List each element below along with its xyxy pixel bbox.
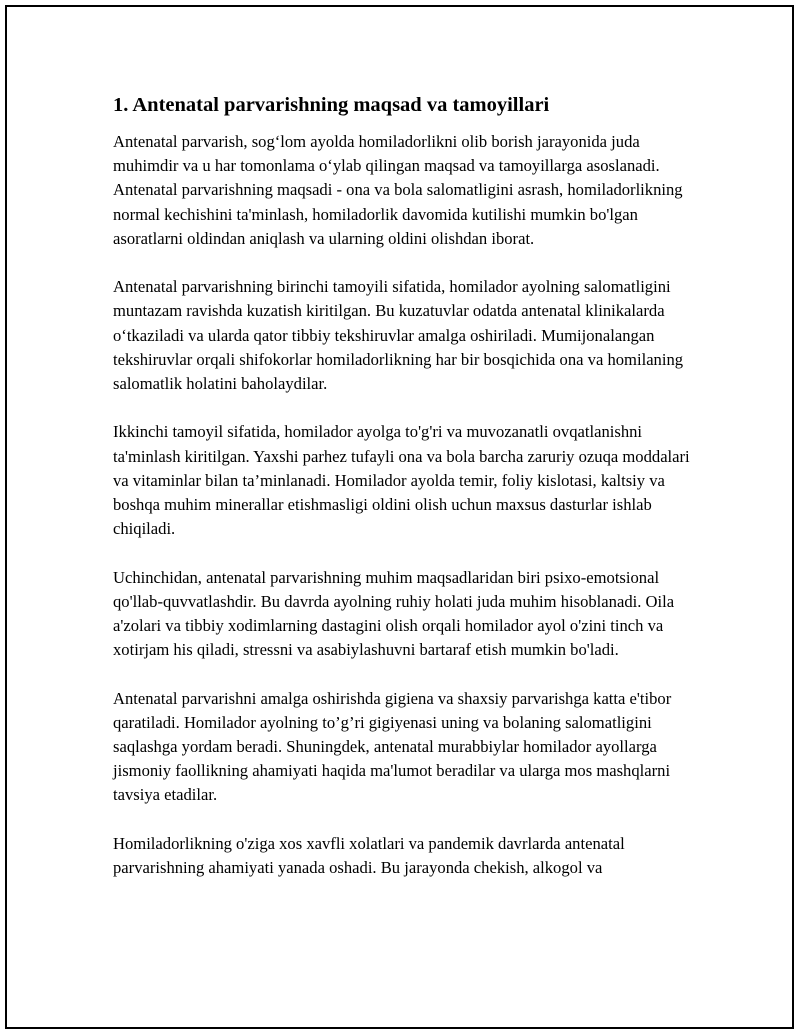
section-heading: 1. Antenatal parvarishning maqsad va tamoyillari bbox=[113, 94, 550, 116]
document-body bbox=[113, 92, 693, 904]
paragraph-5: Antenatal parvarishni amalga oshirishda gigiena va shaxsiy parvarishga katta e'tibor qaratiladi. Homilador ayolning to’g’ri gigiyenasi uning va bolaning salomatligini saqlashga yordam beradi. Shuningdek, antenatal murabbiylar homilador ayollarga jismoniy faollikning ahamiyati haqida ma'lumot beradilar va ularga mos mashqlarni tavsiya etadilar. bbox=[113, 688, 672, 805]
paragraph-3: Ikkinchi tamoyil sifatida, homilador ayolga to'g'ri va muvozanatli ovqatlanishni ta'minlash kiritilgan. Yaxshi parhez tufayli ona va bola barcha zaruriy ozuqa moddalari va vitaminlar bilan ta’minlanadi. Homilador ayolda temir, foliy kislotasi, kaltsiy va boshqa muhim minerallar etishmasligi oldini olish uchun maxsus dasturlar ishlab chiqiladi. bbox=[113, 422, 690, 539]
paragraph-6: Homiladorlikning o'ziga xos xavfli xolatlari va pandemik davrlarda antenatal parvarishning ahamiyati yanada oshadi. Bu jarayonda chekish, alkogol va bbox=[113, 833, 625, 878]
paragraph-2: Antenatal parvarishning birinchi tamoyili sifatida, homilador ayolning salomatligini muntazam ravishda kuzatish kiritilgan. Bu kuzatuvlar odatda antenatal klinikalarda o‘tkaziladi va ularda qator tibbiy tekshiruvlar amalga oshiriladi. Mumijonalangan tekshiruvlar orqali shifokorlar homiladorlikning har bir bosqichida ona va homilaning salomatlik holatini baholaydilar. bbox=[113, 277, 684, 394]
paragraph-1: Antenatal parvarish, sog‘lom ayolda homiladorlikni olib borish jarayonida juda muhimdir va u har tomonlama o‘ylab qilingan maqsad va tamoyillarga asoslanadi. Antenatal parvarishning maqsadi - ona va bola salomatligini asrash, homiladorlikning normal kechishini ta'minlash, homiladorlik davomida kutilishi mumkin bo'lgan asoratlarni oldindan aniqlash va ularning oldini olishdan iborat. bbox=[113, 132, 683, 248]
paragraph-4: Uchinchidan, antenatal parvarishning muhim maqsadlaridan biri psixo-emotsional qo'llab-quvvatlashdir. Bu davrda ayolning ruhiy holati juda muhim hisoblanadi. Oila a'zolari va tibbiy xodimlarning dastagini olish orqali homilador ayol o'zini tinch va xotirjam his qiladi, stressni va asabiylashuvni bartaraf etish mumkin bo'ladi. bbox=[113, 567, 675, 660]
